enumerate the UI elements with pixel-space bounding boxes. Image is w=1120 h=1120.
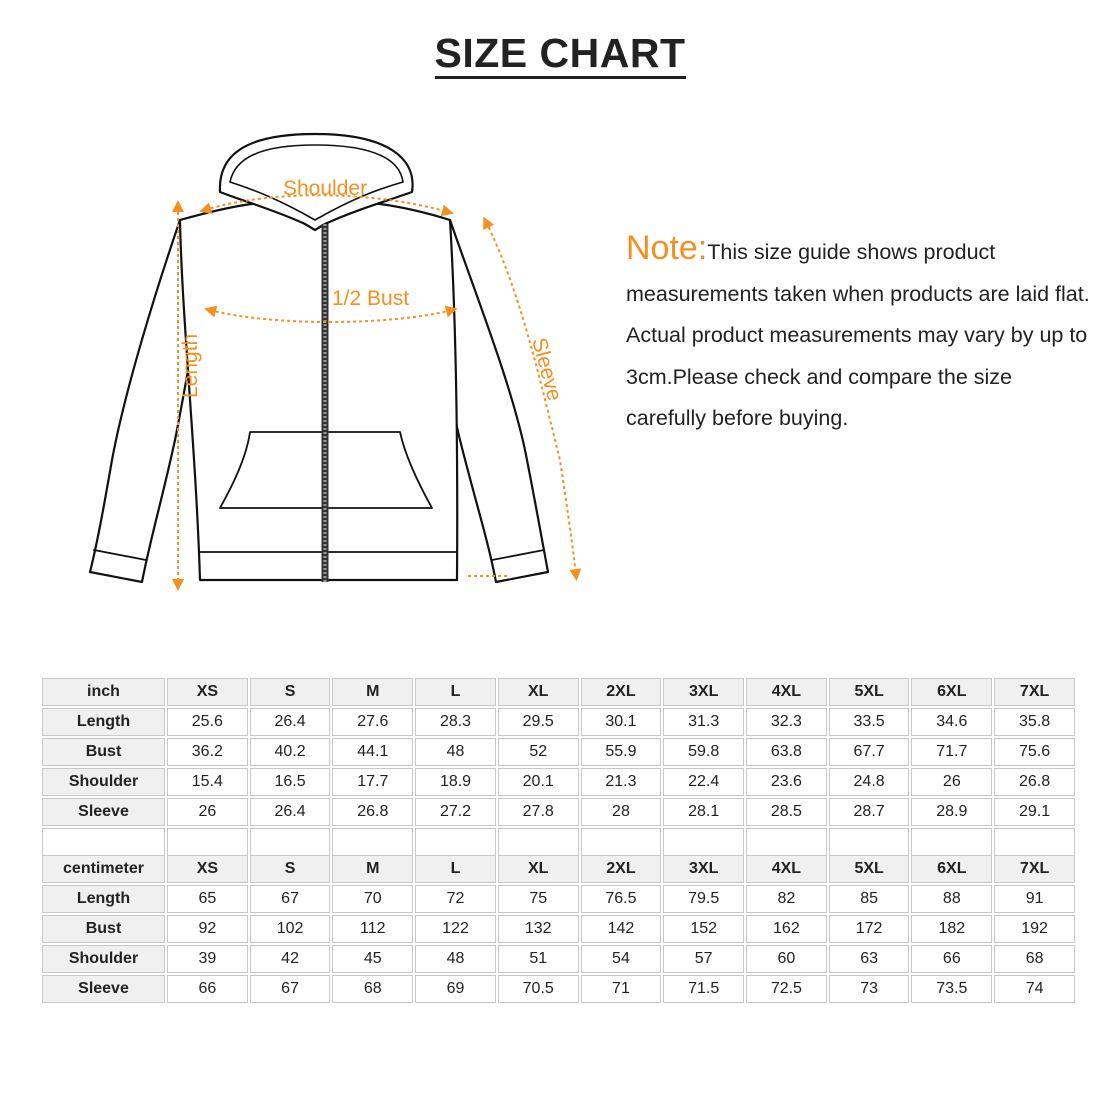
hoodie-body bbox=[180, 201, 457, 580]
table-cell: 26.8 bbox=[994, 768, 1075, 796]
table-cell: 33.5 bbox=[829, 708, 910, 736]
size-header-cell: XS bbox=[167, 855, 248, 883]
table-row bbox=[42, 945, 1075, 973]
table-cell: 27.8 bbox=[498, 798, 579, 826]
table-cell: 112 bbox=[332, 915, 413, 943]
table-cell: 132 bbox=[498, 915, 579, 943]
spacer-cell bbox=[581, 828, 662, 856]
spacer-cell bbox=[498, 828, 579, 856]
unit-label: inch bbox=[42, 678, 165, 706]
table-cell: 36.2 bbox=[167, 738, 248, 766]
table-cell: 20.1 bbox=[498, 768, 579, 796]
table-cell: 48 bbox=[415, 738, 496, 766]
note-block bbox=[626, 228, 1096, 440]
table-cell: 34.6 bbox=[911, 708, 992, 736]
table-cell: 21.3 bbox=[581, 768, 662, 796]
table-cell: 48 bbox=[415, 945, 496, 973]
table-cell: 162 bbox=[746, 915, 827, 943]
measurement-label: Sleeve bbox=[42, 975, 165, 1003]
size-header-cell: 7XL bbox=[994, 855, 1075, 883]
table-cell: 73 bbox=[829, 975, 910, 1003]
table-row bbox=[42, 885, 1075, 913]
table-row bbox=[42, 975, 1075, 1003]
table-cell: 192 bbox=[994, 915, 1075, 943]
table-cell: 82 bbox=[746, 885, 827, 913]
table-cell: 57 bbox=[663, 945, 744, 973]
table-cell: 68 bbox=[994, 945, 1075, 973]
size-header-cell: S bbox=[250, 678, 331, 706]
bust-label: 1/2 Bust bbox=[332, 287, 410, 310]
measurement-label: Sleeve bbox=[42, 798, 165, 826]
table-cell: 26.8 bbox=[332, 798, 413, 826]
unit-label: centimeter bbox=[42, 855, 165, 883]
table-cell: 142 bbox=[581, 915, 662, 943]
size-header-cell: 2XL bbox=[581, 855, 662, 883]
table-cell: 59.8 bbox=[663, 738, 744, 766]
hoodie-illustration bbox=[70, 120, 610, 600]
table-cell: 63 bbox=[829, 945, 910, 973]
table-cell: 15.4 bbox=[167, 768, 248, 796]
measurement-label: Bust bbox=[42, 738, 165, 766]
length-label: Length bbox=[179, 333, 202, 398]
size-header-cell: 3XL bbox=[663, 678, 744, 706]
table-row bbox=[42, 708, 1075, 736]
table-cell: 17.7 bbox=[332, 768, 413, 796]
size-header-cell: XL bbox=[498, 678, 579, 706]
table-cell: 65 bbox=[167, 885, 248, 913]
table-cell: 29.5 bbox=[498, 708, 579, 736]
size-header-cell: 3XL bbox=[663, 855, 744, 883]
table-cell: 54 bbox=[581, 945, 662, 973]
note-label: Note: bbox=[626, 229, 708, 267]
table-cell: 152 bbox=[663, 915, 744, 943]
measurement-label: Length bbox=[42, 885, 165, 913]
table-cell: 75.6 bbox=[994, 738, 1075, 766]
size-header-cell: 6XL bbox=[911, 678, 992, 706]
table-cell: 23.6 bbox=[746, 768, 827, 796]
table-cell: 74 bbox=[994, 975, 1075, 1003]
table-cell: 52 bbox=[498, 738, 579, 766]
table-cell: 73.5 bbox=[911, 975, 992, 1003]
spacer-cell bbox=[250, 828, 331, 856]
size-table-cm bbox=[40, 853, 1077, 1005]
size-header-cell: XS bbox=[167, 678, 248, 706]
table-cell: 69 bbox=[415, 975, 496, 1003]
table-cell: 70 bbox=[332, 885, 413, 913]
table-cell: 31.3 bbox=[663, 708, 744, 736]
spacer-cell bbox=[911, 828, 992, 856]
size-header-cell: 4XL bbox=[746, 855, 827, 883]
table-cell: 27.2 bbox=[415, 798, 496, 826]
table-cell: 102 bbox=[250, 915, 331, 943]
note-text: This size guide shows product measurements taken when products are laid flat. Actual product measurements may vary by up to 3cm.Please check and compare the size carefully before buying. bbox=[626, 240, 1090, 430]
spacer-cell bbox=[415, 828, 496, 856]
table-cell: 68 bbox=[332, 975, 413, 1003]
shoulder-label: Shoulder bbox=[283, 177, 368, 200]
table-cell: 51 bbox=[498, 945, 579, 973]
size-header-cell: M bbox=[332, 678, 413, 706]
spacer-cell bbox=[746, 828, 827, 856]
table-cell: 66 bbox=[167, 975, 248, 1003]
table-cell: 88 bbox=[911, 885, 992, 913]
table-cell: 75 bbox=[498, 885, 579, 913]
table-cell: 28.5 bbox=[746, 798, 827, 826]
table-cell: 92 bbox=[167, 915, 248, 943]
table-cell: 85 bbox=[829, 885, 910, 913]
spacer-cell bbox=[829, 828, 910, 856]
measurement-label: Bust bbox=[42, 915, 165, 943]
spacer-cell bbox=[663, 828, 744, 856]
table-cell: 32.3 bbox=[746, 708, 827, 736]
table-cell: 67 bbox=[250, 885, 331, 913]
size-header-cell: L bbox=[415, 855, 496, 883]
table-cell: 70.5 bbox=[498, 975, 579, 1003]
table-cell: 22.4 bbox=[663, 768, 744, 796]
table-cell: 39 bbox=[167, 945, 248, 973]
table-cell: 66 bbox=[911, 945, 992, 973]
table-cell: 76.5 bbox=[581, 885, 662, 913]
table-cell: 16.5 bbox=[250, 768, 331, 796]
table-cell: 28 bbox=[581, 798, 662, 826]
table-cell: 72 bbox=[415, 885, 496, 913]
size-header-cell: 4XL bbox=[746, 678, 827, 706]
table-cell: 55.9 bbox=[581, 738, 662, 766]
table-cell: 40.2 bbox=[250, 738, 331, 766]
table-cell: 29.1 bbox=[994, 798, 1075, 826]
table-cell: 71 bbox=[581, 975, 662, 1003]
table-cell: 27.6 bbox=[332, 708, 413, 736]
hoodie-measurement-diagram bbox=[70, 120, 610, 600]
measurement-label: Shoulder bbox=[42, 768, 165, 796]
table-cell: 26.4 bbox=[250, 708, 331, 736]
table-cell: 122 bbox=[415, 915, 496, 943]
size-table-inch bbox=[40, 676, 1077, 828]
table-cell: 63.8 bbox=[746, 738, 827, 766]
table-cell: 45 bbox=[332, 945, 413, 973]
table-cell: 25.6 bbox=[167, 708, 248, 736]
table-cell: 26.4 bbox=[250, 798, 331, 826]
table-cell: 71.7 bbox=[911, 738, 992, 766]
table-cell: 30.1 bbox=[581, 708, 662, 736]
size-header-row bbox=[42, 678, 1075, 706]
size-header-cell: M bbox=[332, 855, 413, 883]
table-cell: 18.9 bbox=[415, 768, 496, 796]
table-cell: 28.9 bbox=[911, 798, 992, 826]
spacer-cell bbox=[332, 828, 413, 856]
spacer-cell bbox=[42, 828, 165, 856]
size-header-cell: 7XL bbox=[994, 678, 1075, 706]
size-header-cell: 5XL bbox=[829, 855, 910, 883]
table-row bbox=[42, 798, 1075, 826]
size-header-cell: S bbox=[250, 855, 331, 883]
table-cell: 28.3 bbox=[415, 708, 496, 736]
spacer-cell bbox=[994, 828, 1075, 856]
table-row bbox=[42, 738, 1075, 766]
size-header-cell: 5XL bbox=[829, 678, 910, 706]
size-header-cell: XL bbox=[498, 855, 579, 883]
table-cell: 72.5 bbox=[746, 975, 827, 1003]
table-cell: 91 bbox=[994, 885, 1075, 913]
table-cell: 24.8 bbox=[829, 768, 910, 796]
table-cell: 60 bbox=[746, 945, 827, 973]
size-header-cell: 2XL bbox=[581, 678, 662, 706]
table-cell: 35.8 bbox=[994, 708, 1075, 736]
table-cell: 172 bbox=[829, 915, 910, 943]
page-title-text: SIZE CHART bbox=[435, 30, 686, 79]
table-cell: 44.1 bbox=[332, 738, 413, 766]
sleeve-label: Sleeve bbox=[527, 335, 567, 404]
table-cell: 26 bbox=[167, 798, 248, 826]
table-cell: 67 bbox=[250, 975, 331, 1003]
table-cell: 67.7 bbox=[829, 738, 910, 766]
size-header-cell: L bbox=[415, 678, 496, 706]
table-cell: 42 bbox=[250, 945, 331, 973]
table-cell: 28.1 bbox=[663, 798, 744, 826]
spacer-cell bbox=[167, 828, 248, 856]
size-header-cell: 6XL bbox=[911, 855, 992, 883]
table-row bbox=[42, 768, 1075, 796]
table-cell: 28.7 bbox=[829, 798, 910, 826]
table-cell: 182 bbox=[911, 915, 992, 943]
table-cell: 71.5 bbox=[663, 975, 744, 1003]
size-header-row bbox=[42, 855, 1075, 883]
table-row bbox=[42, 915, 1075, 943]
measurement-label: Shoulder bbox=[42, 945, 165, 973]
table-cell: 79.5 bbox=[663, 885, 744, 913]
table-cell: 26 bbox=[911, 768, 992, 796]
page-title bbox=[0, 30, 1120, 79]
measurement-label: Length bbox=[42, 708, 165, 736]
